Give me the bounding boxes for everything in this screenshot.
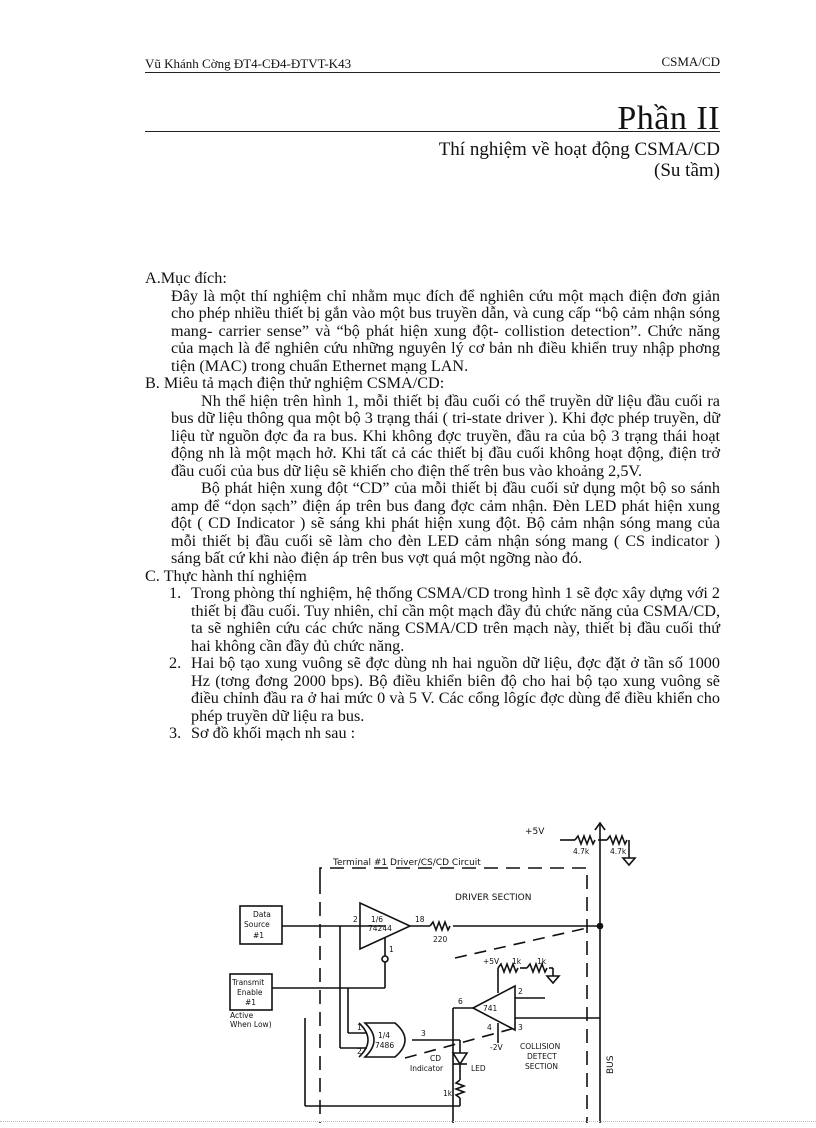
label-opamp: 741 [483, 1004, 498, 1013]
circuit-diagram [215, 818, 645, 1123]
section-b-heading: B. Miêu tả mạch điện thử nghiệm CSMA/CD: [145, 374, 445, 392]
pulldown-resistor [607, 836, 627, 844]
figure-labels [230, 827, 627, 1098]
list-item-number: 1. [169, 584, 182, 602]
label-pin-3: 3 [518, 1023, 523, 1032]
label-xor-1: 1/4 [378, 1031, 391, 1040]
label-pin-2b: 2 [518, 987, 523, 996]
header-rule [145, 72, 720, 73]
label-buffer-1: 1/6 [371, 915, 384, 924]
label-transmit-1: Transmit [232, 978, 265, 987]
section-c-list [145, 585, 720, 743]
label-transmit-3: #1 [245, 998, 257, 1007]
label-res-1k-b: 1k [537, 957, 547, 966]
label-pin-2: 2 [353, 915, 358, 924]
part-subtitle: Thí nghiệm về hoạt động CSMA/CD [438, 139, 720, 160]
page-bottom-edge [0, 1121, 816, 1122]
label-pin-4: 4 [487, 1023, 492, 1032]
label-collision-1: COLLISION [520, 1042, 561, 1051]
label-supply-top: +5V [525, 827, 545, 837]
section-b-paragraph-1: Nh thể hiện trên hình 1, mỗi thiết bị đầu cuối có thể truyền dữ liệu đầu cuối ra bus dữ liệu thông qua một bộ 3 trạng thái ( tri-state driver ). Khi đợc phép truyền, dữ liệu từ nguồn đợc đa ra bus. Khi không đợc truyền, đầu ra của bộ 3 trạng thái hoạt động nh là một mạch hở. Khi tất cả các thiết bị đầu cuối không hoạt động, điện trở đầu cuối của bus dữ liệu sẽ khiến cho điện thế trên bus vào khoảng 2,5V. [171, 391, 720, 480]
list-item-text: Sơ đồ khối mạch nh sau : [191, 724, 356, 742]
label-active-1: Active [230, 1011, 254, 1020]
list-item-text: Trong phòng thí nghiệm, hệ thống CSMA/CD trong hình 1 sẽ đợc xây dựng với 2 thiết bị đầu cuối. Tuy nhiên, chỉ cần một mạch đầy đủ chức năng của CSMA/CD, ta sẽ nghiên cứu các chức năng CSMA/CD trên mạch này, thiết bị đầu cuối thứ hai không cần đầy đủ chức năng. [191, 584, 720, 655]
circuit-svg [215, 818, 645, 1123]
label-xor-pin-3: 3 [421, 1029, 426, 1038]
label-pin-18: 18 [415, 915, 425, 924]
label-frame-title: Terminal #1 Driver/CS/CD Circuit [333, 858, 481, 868]
part-title: Phần II [617, 100, 720, 137]
resistor-220 [430, 922, 450, 930]
label-minus-2v: -2V [490, 1043, 503, 1052]
header-author: Vũ Khánh Cờng ĐT4-CĐ4-ĐTVT-K43 [145, 56, 352, 71]
label-data-source-1: Data [253, 910, 271, 919]
part-note: (Su tầm) [654, 160, 720, 181]
part-rule [145, 131, 720, 132]
section-divider [455, 928, 587, 958]
label-driver-section: DRIVER SECTION [455, 893, 532, 903]
label-buffer-2: 74244 [368, 924, 392, 933]
label-data-source-3: #1 [253, 931, 265, 940]
label-supply-mid: +5V [483, 957, 500, 966]
label-res-a: 4.7k [573, 847, 590, 856]
list-item [145, 585, 720, 655]
label-xor-pin-2: 2 [357, 1047, 362, 1056]
label-res-1k-a: 1k [512, 957, 522, 966]
label-transmit-2: Enable [237, 988, 263, 997]
section-b-paragraph-2: Bộ phát hiện xung đột “CD” của mỗi thiết bị đầu cuối sử dụng một bộ so sánh amp để “dọn sạch” điện áp trên bus đang đợc cảm nhận. Đèn LED phát hiện xung đột ( CD Indicator ) sẽ sáng khi phát hiện xung đột. Bộ cảm nhận sóng mang của mỗi thiết bị đầu cuối sẽ làm cho đèn LED cảm nhận sóng mang ( CS indicator ) sáng bất cứ khi nào điện áp trên bus vợt quá một ngỡng nào đó. [171, 479, 720, 567]
ground-symbol [623, 858, 635, 865]
header-topic: CSMA/CD [661, 54, 720, 69]
label-bus: BUS [606, 1055, 616, 1074]
label-xor-2: 7486 [375, 1041, 395, 1050]
label-res-220: 220 [433, 935, 448, 944]
list-item [145, 655, 720, 725]
xor-gate [365, 1023, 405, 1057]
list-item-number: 2. [169, 654, 182, 672]
label-cd-1: CD [430, 1054, 442, 1063]
list-item [145, 725, 720, 743]
resistor-1k-c [456, 1080, 464, 1098]
label-collision-3: SECTION [525, 1062, 559, 1071]
document-body [145, 270, 720, 743]
label-xor-pin-1: 1 [357, 1023, 362, 1032]
label-led: LED [471, 1064, 486, 1073]
label-res-b: 4.7k [610, 847, 627, 856]
label-collision-2: DETECT [527, 1052, 557, 1061]
label-pin-1: 1 [389, 945, 394, 954]
label-data-source-2: Source [244, 920, 270, 929]
pullup-resistor [575, 836, 595, 844]
label-pin-6: 6 [458, 997, 463, 1006]
label-res-1k-c: 1k [443, 1089, 453, 1098]
led-symbol [453, 1053, 467, 1064]
section-c-heading: C. Thực hành thí nghiệm [145, 566, 307, 585]
label-cd-2: Indicator [410, 1064, 444, 1073]
section-a-heading: A.Mục đích: [145, 269, 227, 287]
section-a-paragraph: Đây là một thí nghiệm chỉ nhằm mục đích để nghiên cứu một mạch điện đơn giản cho phép nhiều thiết bị gắn vào một bus truyền dẫn, và cung cấp “bộ cảm nhận sóng mang- carrier sense” và “bộ phát hiện xung đột- collistion detection”. Chức năng của mạch là để nghiên cứu những nguyên lý cơ bản nh điều khiển truy nhập phơng tiện (MAC) trong chuẩn Ethernet mạng LAN. [171, 286, 720, 375]
label-active-2: When Low) [230, 1020, 272, 1029]
list-item-number: 3. [169, 724, 182, 742]
list-item-text: Hai bộ tạo xung vuông sẽ đợc dùng nh hai nguồn dữ liệu, đợc đặt ở tần số 1000 Hz (tơng đơng 2000 bps). Bộ điều khiển biên độ cho hai bộ tạo xung vuông sẽ điều chỉnh đầu ra ở hai mức 0 và 5 V. Các cổng lôgíc đợc dùng để điều khiển cho phép truyền dữ liệu ra bus. [191, 654, 720, 725]
